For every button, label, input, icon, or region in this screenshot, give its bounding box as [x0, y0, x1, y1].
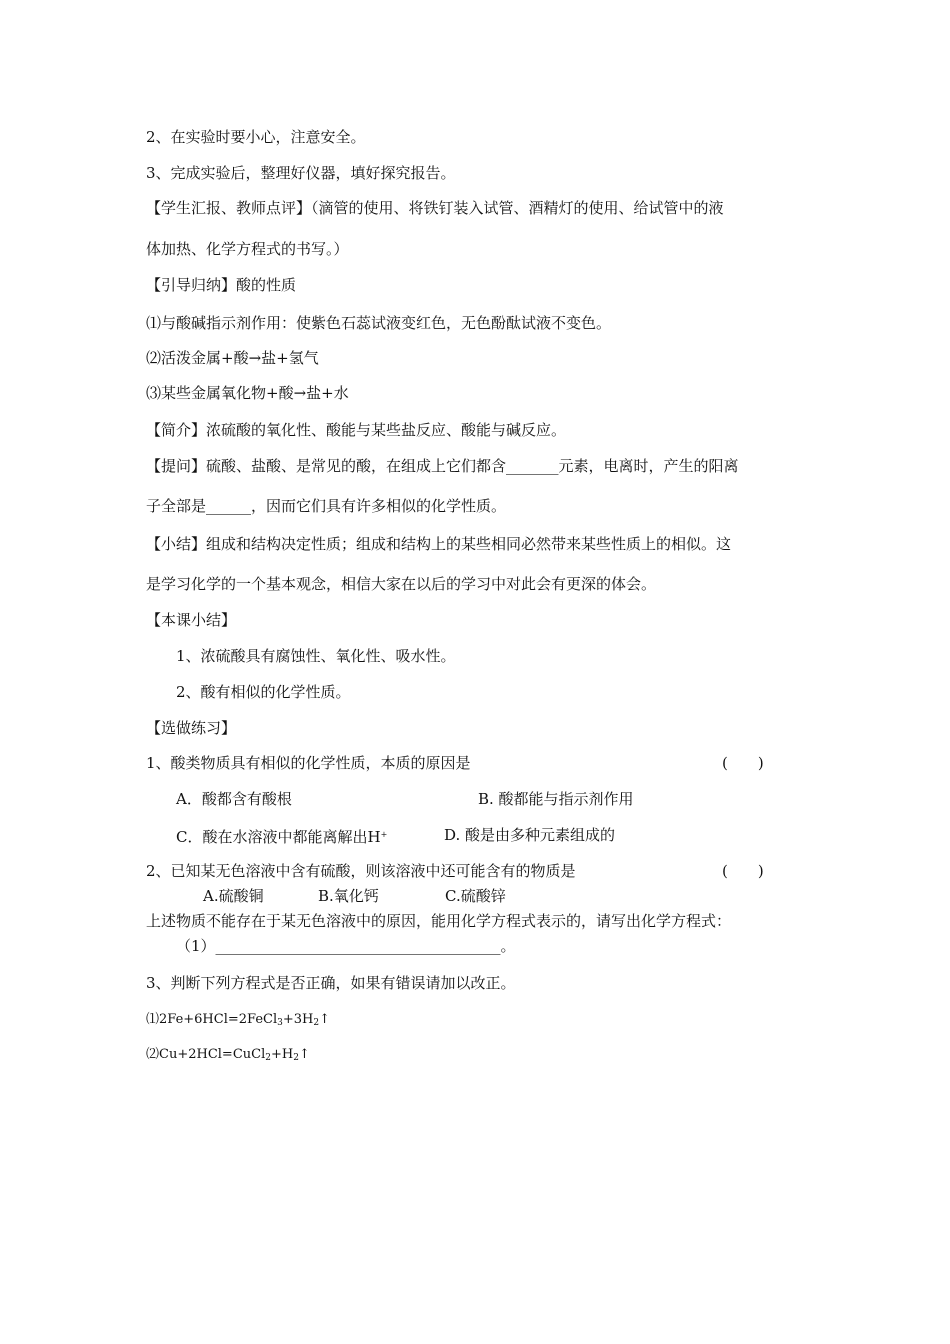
question-3: 3、判断下列方程式是否正确，如果有错误请加以改正。 — [146, 974, 516, 992]
answer-paren: ( ) — [722, 754, 764, 772]
text-line: ⑶某些金属氧化物+酸→盐+水 — [146, 384, 349, 402]
text-line: 【小结】组成和结构决定性质；组成和结构上的某些相同必然带来某些性质上的相似。这 — [146, 535, 732, 553]
text-line: 上述物质不能存在于某无色溶液中的原因，能用化学方程式表示的，请写出化学方程式： — [146, 912, 732, 930]
section-heading: 【引导归纳】酸的性质 — [146, 276, 297, 294]
text-line: 体加热、化学方程式的书写。） — [146, 240, 349, 258]
option-d: D. 酸是由多种元素组成的 — [444, 826, 616, 844]
option-a: A．酸都含有酸根 — [176, 790, 292, 808]
section-heading: 【选做练习】 — [146, 719, 237, 737]
summary-item: 2、酸有相似的化学性质。 — [176, 683, 351, 701]
text-line: ⑴与酸碱指示剂作用：使紫色石蕊试液变红色，无色酚酞试液不变色。 — [146, 314, 612, 332]
section-heading: 【本课小结】 — [146, 611, 237, 629]
equation-2: $⑵Cu+2HCl=CuCl_2+H_2↑$ — [146, 1047, 310, 1063]
text-line: 是学习化学的一个基本观念，相信大家在以后的学习中对此会有更深的体会。 — [146, 575, 657, 593]
option-b: B.氧化钙 — [318, 887, 379, 905]
text-line: 2、在实验时要小心，注意安全。 — [146, 128, 366, 146]
option-a: A.硫酸铜 — [203, 887, 264, 905]
answer-paren: ( ) — [722, 862, 764, 880]
option-c: C.硫酸锌 — [445, 887, 506, 905]
text-line: 子全部是______，因而它们具有许多相似的化学性质。 — [146, 497, 507, 515]
text-line: 3、完成实验后，整理好仪器，填好探究报告。 — [146, 164, 456, 182]
text-line: 【简介】浓硫酸的氧化性、酸能与某些盐反应、酸能与碱反应。 — [146, 421, 567, 439]
question-2: 2、已知某无色溶液中含有硫酸，则该溶液中还可能含有的物质是 — [146, 862, 576, 880]
option-c: C．酸在水溶液中都能离解出H+ — [176, 828, 388, 846]
answer-blank: （1）______________________________________。 — [176, 937, 516, 955]
question-1: 1、酸类物质具有相似的化学性质，本质的原因是 — [146, 754, 471, 772]
equation-1: $⑴2Fe+6HCl=2FeCl_3+3H_2↑$ — [146, 1012, 331, 1028]
option-b: B. 酸都能与指示剂作用 — [478, 790, 634, 808]
text-line: ⑵活泼金属+酸→盐+氢气 — [146, 349, 319, 367]
summary-item: 1、浓硫酸具有腐蚀性、氧化性、吸水性。 — [176, 647, 456, 665]
text-line: 【学生汇报、教师点评】（滴管的使用、将铁钉装入试管、酒精灯的使用、给试管中的液 — [146, 199, 724, 217]
text-line: 【提问】硫酸、盐酸、是常见的酸，在组成上它们都含_______元素，电离时，产生的阳离 — [146, 457, 739, 475]
